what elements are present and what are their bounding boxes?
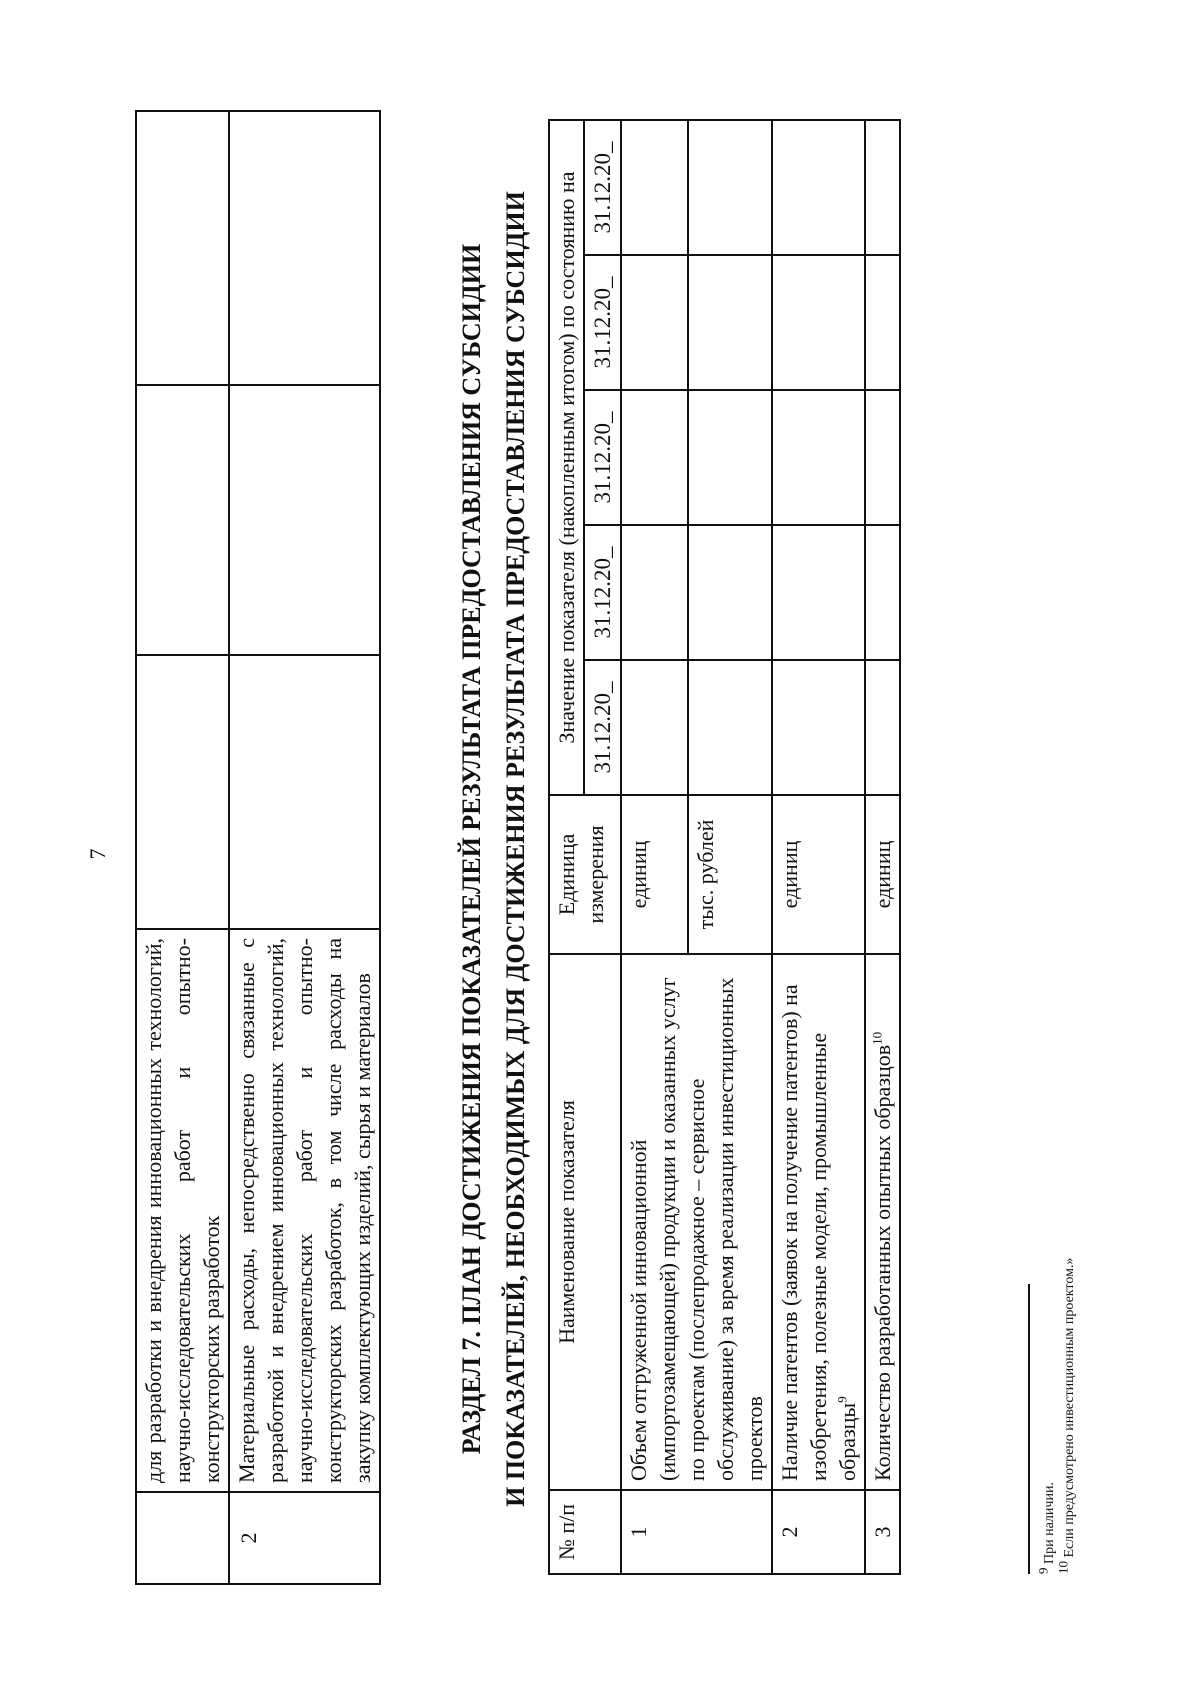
- unit-cell: тыс. рублей: [688, 795, 772, 954]
- footnote: [1035, 674, 1060, 1574]
- footnote-text: При наличии.: [1042, 1482, 1057, 1568]
- value-cell: [688, 660, 772, 795]
- row-number: 1: [621, 1490, 772, 1574]
- header-value: Значение показателя (накопленным итогом) по состоянию на: [549, 120, 584, 795]
- header-date: 31.12.20_: [584, 660, 621, 795]
- row-number: [136, 1492, 229, 1584]
- empty-cell: [136, 111, 229, 385]
- expense-description: [136, 929, 229, 1492]
- unit-cell: единиц: [772, 795, 865, 954]
- header-indicator-name: Наименование показателя: [549, 954, 621, 1490]
- footnote-text: Если предусмотрено инвестиционным проектом.»: [1062, 1257, 1077, 1561]
- value-cell: [621, 255, 688, 390]
- indicators-plan-table: [548, 119, 901, 1575]
- description-line: Материальные расходы, непосредственно связанные с: [234, 938, 259, 1483]
- table-row: [136, 111, 229, 1584]
- row-number: 2: [229, 1492, 380, 1584]
- page-number: 7: [85, 848, 110, 860]
- header-unit: Единица измерения: [549, 795, 621, 954]
- value-cell: [621, 120, 688, 255]
- value-cell: [865, 525, 900, 660]
- footnote-ref: 9: [834, 1396, 850, 1403]
- header-date: 31.12.20_: [584, 120, 621, 255]
- value-cell: [865, 255, 900, 390]
- description-line: конструкторских разработок: [199, 1215, 224, 1483]
- section-subtitle: И ПОКАЗАТЕЛЕЙ, НЕОБХОДИМЫХ ДЛЯ ДОСТИЖЕНИЯ РЕЗУЛЬТАТА ПРЕДОСТАВЛЕНИЯ СУБСИДИИ: [501, 191, 530, 1507]
- description-line: разработкой и внедрением инновационных технологий,: [263, 938, 288, 1483]
- empty-cell: [229, 111, 380, 385]
- row-number: 3: [865, 1490, 900, 1574]
- value-cell: [621, 660, 688, 795]
- table-row: [772, 120, 865, 1574]
- description-line: конструкторских разработок, в том числе расходы на: [321, 938, 346, 1483]
- table-row: [621, 120, 688, 1574]
- indicator-name: [772, 954, 865, 1490]
- footnote-divider: [1028, 1284, 1030, 1574]
- description-line: для разработки и внедрения инновационных технологий,: [141, 938, 166, 1483]
- value-cell: [865, 120, 900, 255]
- value-cell: [688, 120, 772, 255]
- table-row: [865, 120, 900, 1574]
- value-cell: [621, 525, 688, 660]
- section-title: РАЗДЕЛ 7. ПЛАН ДОСТИЖЕНИЯ ПОКАЗАТЕЛЕЙ РЕЗУЛЬТАТА ПРЕДОСТАВЛЕНИЯ СУБСИДИИ: [457, 243, 486, 1455]
- indicator-name-text: Количество разработанных опытных образцов: [870, 1044, 895, 1481]
- unit-cell: единиц: [621, 795, 688, 954]
- empty-cell: [136, 385, 229, 655]
- header-date: 31.12.20_: [584, 390, 621, 525]
- value-cell: [865, 660, 900, 795]
- empty-cell: [229, 385, 380, 655]
- footnote-mark: 10: [1055, 1561, 1071, 1574]
- value-cell: [772, 660, 865, 795]
- value-cell: [772, 255, 865, 390]
- value-cell: [621, 390, 688, 525]
- table-row: [229, 111, 380, 1584]
- indicator-name-text: Наличие патентов (заявок на получение патентов) на изобретения, полезные модели, промышленные образцы: [777, 984, 860, 1481]
- header-date: 31.12.20_: [584, 525, 621, 660]
- header-date: 31.12.20_: [584, 255, 621, 390]
- description-line: научно-исследовательских работ и опытно-: [292, 938, 317, 1483]
- indicator-name: Объем отгруженной инновационной (импортозамещающей) продукции и оказанных услуг по проектам (послепродажное – сервисное обслуживание) за время реализации инвестиционных проектов: [621, 954, 772, 1490]
- expense-description: [229, 929, 380, 1492]
- indicator-name: [865, 954, 900, 1490]
- description-line: научно-исследовательских работ и опытно-: [170, 938, 195, 1483]
- value-cell: [772, 525, 865, 660]
- unit-cell: единиц: [865, 795, 900, 954]
- value-cell: [688, 255, 772, 390]
- footnote: [1055, 674, 1080, 1574]
- header-number: № п/п: [549, 1490, 621, 1574]
- footnote-ref: 10: [869, 1031, 885, 1045]
- header-row: [549, 120, 584, 1574]
- value-cell: [772, 390, 865, 525]
- empty-cell: [136, 655, 229, 929]
- footnotes: [1035, 674, 1080, 1574]
- continued-cost-table: [135, 110, 381, 1585]
- description-line: закупку комплектующих изделий, сырья и материалов: [350, 973, 375, 1483]
- value-cell: [865, 390, 900, 525]
- value-cell: [772, 120, 865, 255]
- value-cell: [688, 525, 772, 660]
- row-number: 2: [772, 1490, 865, 1574]
- empty-cell: [229, 655, 380, 929]
- value-cell: [688, 390, 772, 525]
- footnote-mark: 9: [1035, 1567, 1051, 1574]
